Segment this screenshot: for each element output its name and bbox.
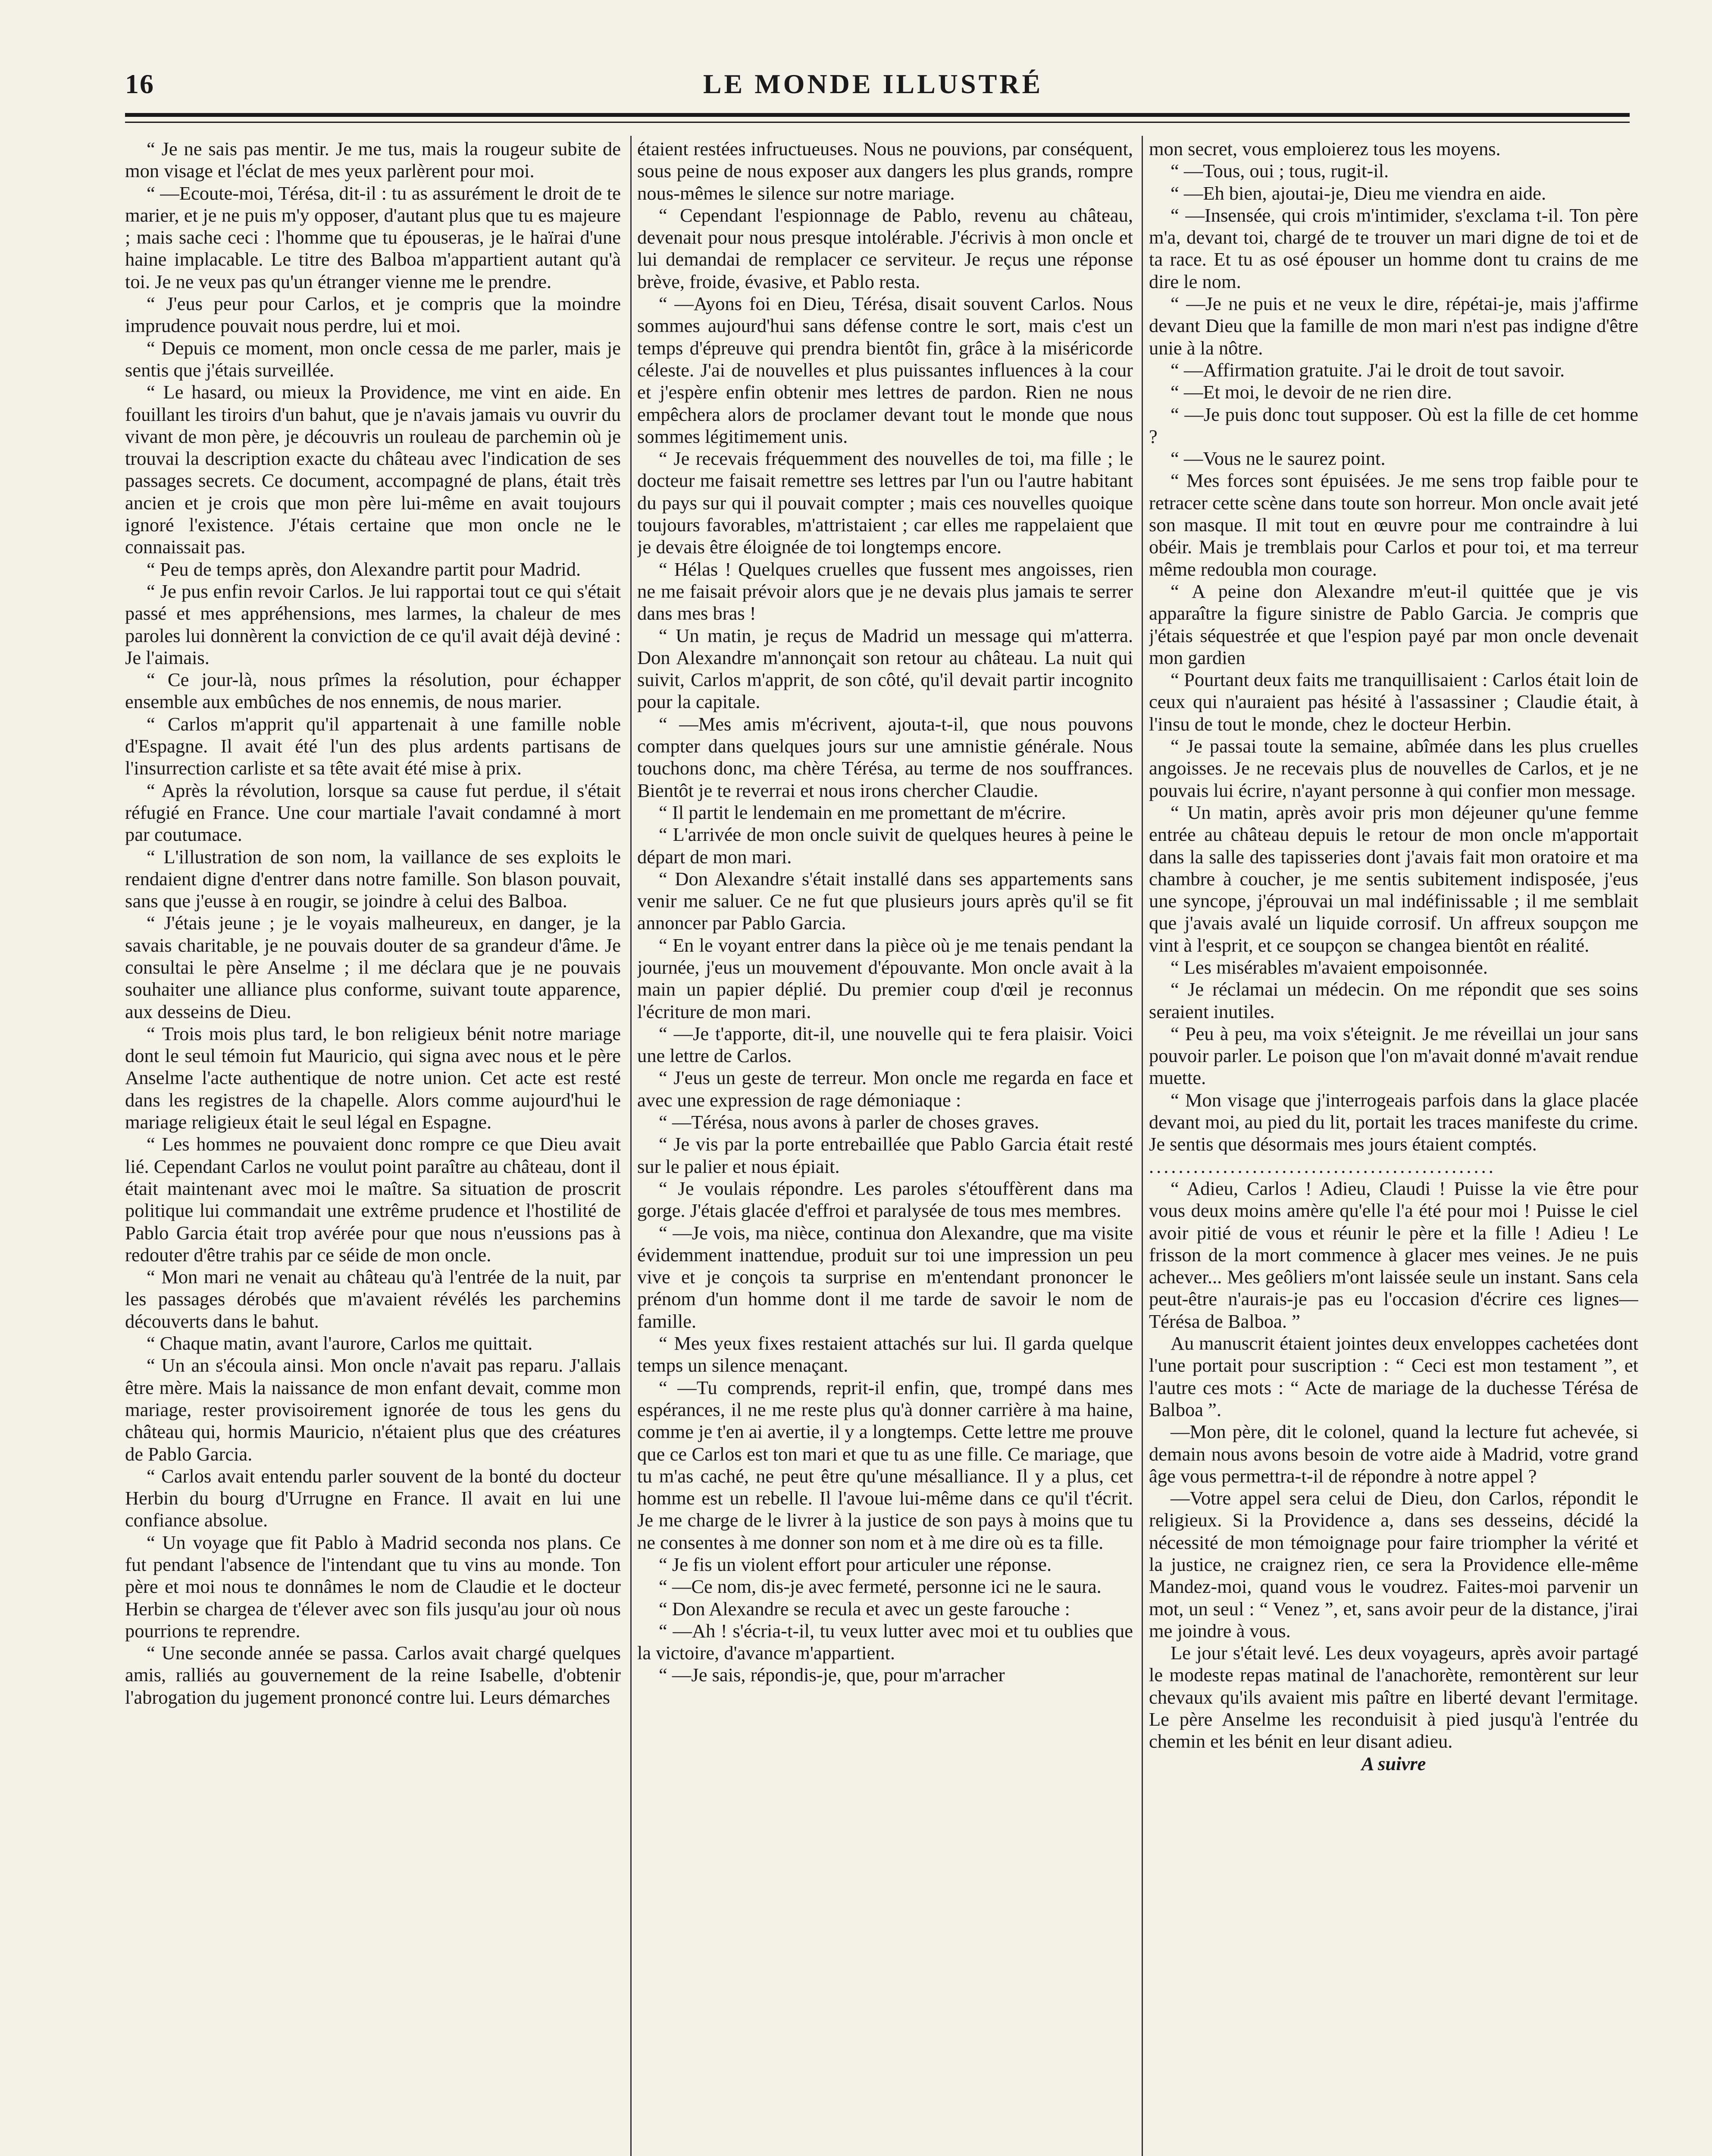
- paragraph: “ —Térésa, nous avons à parler de choses graves.: [659, 1111, 1039, 1133]
- header-rule-thin: [125, 122, 1630, 123]
- paragraph: “ Mes forces sont épuisées. Je me sens trop faible pour te retracer cette scène dans toute son horreur. Mon oncle avait jeté son masque. Il mit tout en œuvre pour me contraindre à lui obéir. Mais je tremblais pour Carlos et pour toi, et ma terreur même redoubla mon courage.: [1149, 470, 1638, 580]
- paragraph: “ —Je t'apporte, dit-il, une nouvelle qui te fera plaisir. Voici une lettre de Carlos.: [637, 1022, 1133, 1067]
- paragraph: “ —Tu comprends, reprit-il enfin, que, trompé dans mes espérances, il ne me reste plus qu'à donner carrière à ma haine, comme je t'en ai avertie, il y a longtemps. Cette lettre me prouve que ce Carlos est ton mari et que tu as une fille. Ce mariage, que tu m'as caché, ne peut être qu'une mésalliance. Il y a plus, cet homme est un rebelle. Il l'avoue lui-même dans ce qu'il t'écrit. Je me charge de le livrer à la justice de son pays à moins que tu ne consentes à me donner son nom et à me dire où es ta fille.: [637, 1376, 1133, 1553]
- journal-title: LE MONDE ILLUSTRÉ: [703, 69, 1043, 99]
- paragraph: “ Le hasard, ou mieux la Providence, me vint en aide. En fouillant les tiroirs d'un bahut, que je n'avais jamais vu ouvrir du vivant de mon père, je découvris un rouleau de parchemin où je trouvai la description exacte du château avec l'indication de ses passages secrets. Ce document, accompagné de plans, était très ancien et je crois que mon père lui-même en avait toujours ignoré l'existence. J'étais certaine que mon oncle ne le connaissait pas.: [125, 381, 621, 558]
- paragraph: “ —Mes amis m'écrivent, ajouta-t-il, que nous pouvons compter dans quelques jours sur une amnistie générale. Nous touchons donc, ma chère Térésa, au terme de nos souffrances. Bientôt je te reverrai et nous irons chercher Claudie.: [637, 713, 1133, 801]
- page-number: 16: [125, 69, 154, 99]
- paragraph: “ Je fis un violent effort pour articuler une réponse.: [659, 1554, 1052, 1575]
- paragraph: Au manuscrit étaient jointes deux enveloppes cachetées dont l'une portait pour suscription : “ Ceci est mon testament ”, et l'autre ces mots : “ Acte de mariage de la duchesse Térésa de Balboa ”.: [1149, 1332, 1638, 1420]
- paragraph: —Mon père, dit le colonel, quand la lecture fut achevée, si demain nous avons besoin de votre aide à Madrid, votre grand âge vous permettra-t-il de répondre à notre appel ?: [1149, 1421, 1638, 1487]
- paragraph: “ J'eus un geste de terreur. Mon oncle me regarda en face et avec une expression de rage démoniaque :: [637, 1067, 1133, 1111]
- text-column-2: [637, 138, 1133, 2156]
- page-header: [125, 68, 1621, 109]
- paragraph: “ Depuis ce moment, mon oncle cessa de me parler, mais je sentis que j'étais surveillée.: [125, 337, 621, 381]
- paragraph: “ —Ecoute-moi, Térésa, dit-il : tu as assurément le droit de te marier, et je ne puis m'y opposer, d'autant plus que tu es majeure ; mais sache ceci : l'homme que tu épouseras, je le haïrai d'une haine implacable. Le titre des Balboa m'appartient autant qu'à toi. Je ne veux pas qu'un étranger vienne me le prendre.: [125, 182, 621, 292]
- paragraph: “ Peu de temps après, don Alexandre partit pour Madrid.: [147, 558, 581, 580]
- paragraph: “ Après la révolution, lorsque sa cause fut perdue, il s'était réfugié en France. Une cour martiale l'avait condamné à mort par coutumace.: [125, 779, 621, 846]
- paragraph: “ Mon visage que j'interrogeais parfois dans la glace placée devant moi, au pied du lit, portait les traces manifeste du crime. Je sentis que désormais mes jours étaient comptés.: [1149, 1089, 1638, 1155]
- paragraph: “ Les misérables m'avaient empoisonnée.: [1171, 956, 1488, 978]
- paragraph: “ Adieu, Carlos ! Adieu, Claudi ! Puisse la vie être pour vous deux moins amère qu'elle l'a été pour moi ! Puisse le ciel avoir pitié de vous et réunir le père et la fille ! Adieu ! Le frisson de la mort commence à glacer mes veines. Je ne puis achever... Mes geôliers m'ont laissée seule un instant. Sans cela peut-être n'aurais-je pas eu l'occasion d'écrire ces lignes—Térésa de Balboa. ”: [1149, 1177, 1638, 1332]
- paragraph: “ Chaque matin, avant l'aurore, Carlos me quittait.: [147, 1332, 533, 1354]
- paragraph: “ Un matin, après avoir pris mon déjeuner qu'une femme entrée au château depuis le retour de mon oncle m'apportait dans la salle des tapisseries dont j'avais fait mon oratoire et ma chambre à coucher, je me sentis subitement indisposée, j'eus une syncope, j'éprouvai un mal indéfinissable ; il me semblait que j'avais avalé un liquide corrosif. Un affreux soupçon me vint à l'esprit, et ce soupçon se changea bientôt en réalité.: [1149, 801, 1638, 956]
- paragraph: “ Je vis par la porte entrebaillée que Pablo Garcia était resté sur le palier et nous épiait.: [637, 1133, 1133, 1177]
- paragraph: “ Trois mois plus tard, le bon religieux bénit notre mariage dont le seul témoin fut Mauricio, qui signa avec nous et le père Anselme l'acte authentique de notre union. Cet acte est resté dans les registres de la chapelle. Alors comme aujourd'hui le mariage religieux était le seul légal en Espagne.: [125, 1022, 621, 1133]
- paragraph: “ Carlos m'apprit qu'il appartenait à une famille noble d'Espagne. Il avait été l'un des plus ardents partisans de l'insurrection carliste et sa tête avait été mise à prix.: [125, 713, 621, 779]
- paragraph: “ Un voyage que fit Pablo à Madrid seconda nos plans. Ce fut pendant l'absence de l'intendant que tu vins au monde. Ton père et moi nous te donnâmes le nom de Claudie et le docteur Herbin se chargea de t'élever avec son fils jusqu'au jour où nous pourrions te reprendre.: [125, 1531, 621, 1642]
- paragraph: “ —Ce nom, dis-je avec fermeté, personne ici ne le saura.: [659, 1576, 1102, 1598]
- paragraph: “ Ce jour-là, nous prîmes la résolution, pour échapper ensemble aux embûches de nos ennemis, de nous marier.: [125, 669, 621, 713]
- paragraph: “ Une seconde année se passa. Carlos avait chargé quelques amis, ralliés au gouvernement de la reine Isabelle, d'obtenir l'abrogation du jugement prononcé contre lui. Leurs démarches: [125, 1642, 621, 1708]
- paragraph: “ —Je sais, répondis-je, que, pour m'arracher: [659, 1664, 1005, 1686]
- paragraph: “ —Vous ne le saurez point.: [1171, 448, 1386, 470]
- paragraph: Le jour s'était levé. Les deux voyageurs, après avoir partagé le modeste repas matinal de l'anachorète, remontèrent sur leur chevaux qu'ils avaient mis paître en liberté devant l'ermitage. Le père Anselme les reconduisit à pied jusqu'à l'entrée du chemin et les bénit en leur disant adieu.: [1149, 1642, 1638, 1752]
- paragraph: “ —Ayons foi en Dieu, Térésa, disait souvent Carlos. Nous sommes aujourd'hui sans défense contre le sort, mais c'est un temps d'épreuve qui prendra bientôt fin, grâce à la miséricorde céleste. J'ai de nouvelles et plus puissantes influences à la cour et j'espère enfin obtenir mes lettres de pardon. Rien ne nous empêchera alors de proclamer devant tout le monde que nous sommes légitimement unis.: [637, 293, 1133, 447]
- paragraph: “ —Affirmation gratuite. J'ai le droit de tout savoir.: [1171, 359, 1565, 381]
- paragraph: “ Je voulais répondre. Les paroles s'étouffèrent dans ma gorge. J'étais glacée d'effroi et paralysée de tous mes membres.: [637, 1177, 1133, 1222]
- paragraph: “ Don Alexandre s'était installé dans ses appartements sans venir me saluer. Ce ne fut que plusieurs jours après qu'il se fit annoncer par Pablo Garcia.: [637, 868, 1133, 934]
- paragraph: “ —Ah ! s'écria-t-il, tu veux lutter avec moi et tu oublies que la victoire, d'avance m'appartient.: [637, 1620, 1133, 1664]
- paragraph: —Votre appel sera celui de Dieu, don Carlos, répondit le religieux. Si la Providence a, dans ses desseins, décidé la nécessité de mon témoignage pour faire triompher la vérité et la justice, ne craignez rien, ce sera la Providence elle-même Mandez-moi, quand vous le voudrez. Faites-moi parvenir un mot, un seul : “ Venez ”, et, sans avoir peur de la distance, j'irai me joindre à vous.: [1149, 1487, 1638, 1642]
- paragraph: “ Cependant l'espionnage de Pablo, revenu au château, devenait pour nous presque intolérable. J'écrivis à mon oncle et lui demandai de remplacer ce serviteur. Je reçus une réponse brève, froide, évasive, et Pablo resta.: [637, 204, 1133, 292]
- paragraph: “ Carlos avait entendu parler souvent de la bonté du docteur Herbin du bourg d'Urrugne en France. Il avait en lui une confiance absolue.: [125, 1465, 621, 1531]
- paragraph: “ —Je vois, ma nièce, continua don Alexandre, que ma visite évidemment inattendue, produit sur toi une impression un peu vive et je conçois ta surprise en m'entendant prononcer le prénom d'un homme dont il me tarde de savoir le nom de famille.: [637, 1222, 1133, 1332]
- paragraph: “ Un matin, je reçus de Madrid un message qui m'atterra. Don Alexandre m'annonçait son retour au château. La nuit qui suivit, Carlos m'apprit, de son côté, qu'il devait partir incognito pour la capitale.: [637, 624, 1133, 713]
- text-column-3: [1149, 138, 1638, 2156]
- paragraph: “ J'eus peur pour Carlos, et je compris que la moindre imprudence pouvait nous perdre, lui et moi.: [125, 293, 621, 337]
- text-column-1: [125, 138, 621, 2156]
- paragraph: “ Don Alexandre se recula et avec un geste farouche :: [659, 1598, 1070, 1620]
- paragraph: “ Les hommes ne pouvaient donc rompre ce que Dieu avait lié. Cependant Carlos ne voulut point paraître au château, dont il était maintenant avec moi le maître. Sa situation de proscrit politique lui commandait une extrême prudence et l'hostilité de Pablo Garcia était trop avérée pour que nous n'eussions pas à redouter d'être trahis par ce séide de mon oncle.: [125, 1133, 621, 1266]
- paragraph: ...............................................: [1149, 1155, 1496, 1177]
- paragraph: “ A peine don Alexandre m'eut-il quittée que je vis apparaître la figure sinistre de Pablo Garcia. Je compris que j'étais séquestrée et que l'espion payé par mon oncle devenait mon gardien: [1149, 580, 1638, 668]
- paragraph: mon secret, vous emploierez tous les moyens.: [1149, 138, 1501, 160]
- paragraph: “ —Je puis donc tout supposer. Où est la fille de cet homme ?: [1149, 403, 1638, 447]
- paragraph: “ Je réclamai un médecin. On me répondit que ses soins seraient inutiles.: [1149, 978, 1638, 1022]
- paragraph: “ —Tous, oui ; tous, rugit-il.: [1171, 160, 1389, 182]
- column-divider: [1142, 136, 1143, 2156]
- column-divider: [630, 136, 632, 2156]
- paragraph: “ Je ne sais pas mentir. Je me tus, mais la rougeur subite de mon visage et l'éclat de mes yeux parlèrent pour moi.: [125, 138, 621, 182]
- paragraph: “ Je passai toute la semaine, abîmée dans les plus cruelles angoisses. Je ne recevais plus de nouvelles de Carlos, et je ne pouvais lui écrire, n'ayant personne à qui confier mon message.: [1149, 735, 1638, 801]
- paragraph: “ —Insensée, qui crois m'intimider, s'exclama t-il. Ton père m'a, devant toi, chargé de te trouver un mari digne de toi et de ta race. Et tu as osé épouser un homme dont tu crains de me dire le nom.: [1149, 204, 1638, 292]
- paragraph: “ Un an s'écoula ainsi. Mon oncle n'avait pas reparu. J'allais être mère. Mais la naissance de mon enfant devait, comme mon mariage, rester provisoirement ignorée de tous les gens du château qui, hormis Mauricio, n'étaient plus que des créatures de Pablo Garcia.: [125, 1354, 621, 1465]
- paragraph: “ L'arrivée de mon oncle suivit de quelques heures à peine le départ de mon mari.: [637, 824, 1133, 868]
- paragraph: “ —Eh bien, ajoutai-je, Dieu me viendra en aide.: [1171, 182, 1546, 204]
- paragraph: “ —Et moi, le devoir de ne rien dire.: [1171, 381, 1452, 403]
- paragraph: “ Hélas ! Quelques cruelles que fussent mes angoisses, rien ne me faisait prévoir alors que je ne devais plus jamais te serrer dans mes bras !: [637, 558, 1133, 624]
- to-be-continued: A suivre: [1361, 1752, 1426, 1774]
- paragraph: “ Peu à peu, ma voix s'éteignit. Je me réveillai un jour sans pouvoir parler. Le poison que l'on m'avait donné m'avait rendue muette.: [1149, 1022, 1638, 1089]
- paragraph: “ —Je ne puis et ne veux le dire, répétai-je, mais j'affirme devant Dieu que la famille de mon mari n'est pas indigne d'être unie à la nôtre.: [1149, 293, 1638, 359]
- paragraph: “ Je pus enfin revoir Carlos. Je lui rapportai tout ce qui s'était passé et mes appréhensions, mes larmes, la chaleur de mes paroles lui donnèrent la conviction de ce qu'il avait déjà deviné : Je l'aimais.: [125, 580, 621, 668]
- paragraph: “ Mon mari ne venait au château qu'à l'entrée de la nuit, par les passages dérobés que m'avaient révélés les parchemins découverts dans le bahut.: [125, 1266, 621, 1332]
- paragraph: “ Pourtant deux faits me tranquillisaient : Carlos était loin de ceux qui n'auraient pas hésité à l'assassiner ; Claudie était, à l'insu de tout le monde, chez le docteur Herbin.: [1149, 669, 1638, 735]
- header-rule-thick: [125, 113, 1630, 117]
- paragraph: “ En le voyant entrer dans la pièce où je me tenais pendant la journée, j'eus un mouvement d'épouvante. Mon oncle avait à la main un papier déplié. Du premier coup d'œil je reconnus l'écriture de mon mari.: [637, 934, 1133, 1022]
- paragraph: “ Il partit le lendemain en me promettant de m'écrire.: [659, 801, 1066, 823]
- paragraph: “ J'étais jeune ; je le voyais malheureux, en danger, je la savais charitable, je ne pouvais douter de sa grandeur d'âme. Je consultai le père Anselme ; il me déclara que je ne pouvais souhaiter une alliance plus conforme, suivant toute apparence, aux desseins de Dieu.: [125, 912, 621, 1022]
- paragraph: étaient restées infructueuses. Nous ne pouvions, par conséquent, sous peine de nous exposer aux dangers les plus grands, rompre nous-mêmes le silence sur notre mariage.: [637, 138, 1133, 204]
- paragraph: “ Mes yeux fixes restaient attachés sur lui. Il garda quelque temps un silence menaçant.: [637, 1332, 1133, 1376]
- paragraph: “ L'illustration de son nom, la vaillance de ses exploits le rendaient digne d'entrer dans notre famille. Son blason pouvait, sans que j'eusse à en rougir, se joindre à celui des Balboa.: [125, 846, 621, 912]
- paragraph: “ Je recevais fréquemment des nouvelles de toi, ma fille ; le docteur me faisait remettre ses lettres par l'un ou l'autre habitant du pays sur qui il pouvait compter ; mais ces nouvelles quoique toujours favorables, m'attristaient ; car elles me rappelaient que je devais être éloignée de toi longtemps encore.: [637, 448, 1133, 558]
